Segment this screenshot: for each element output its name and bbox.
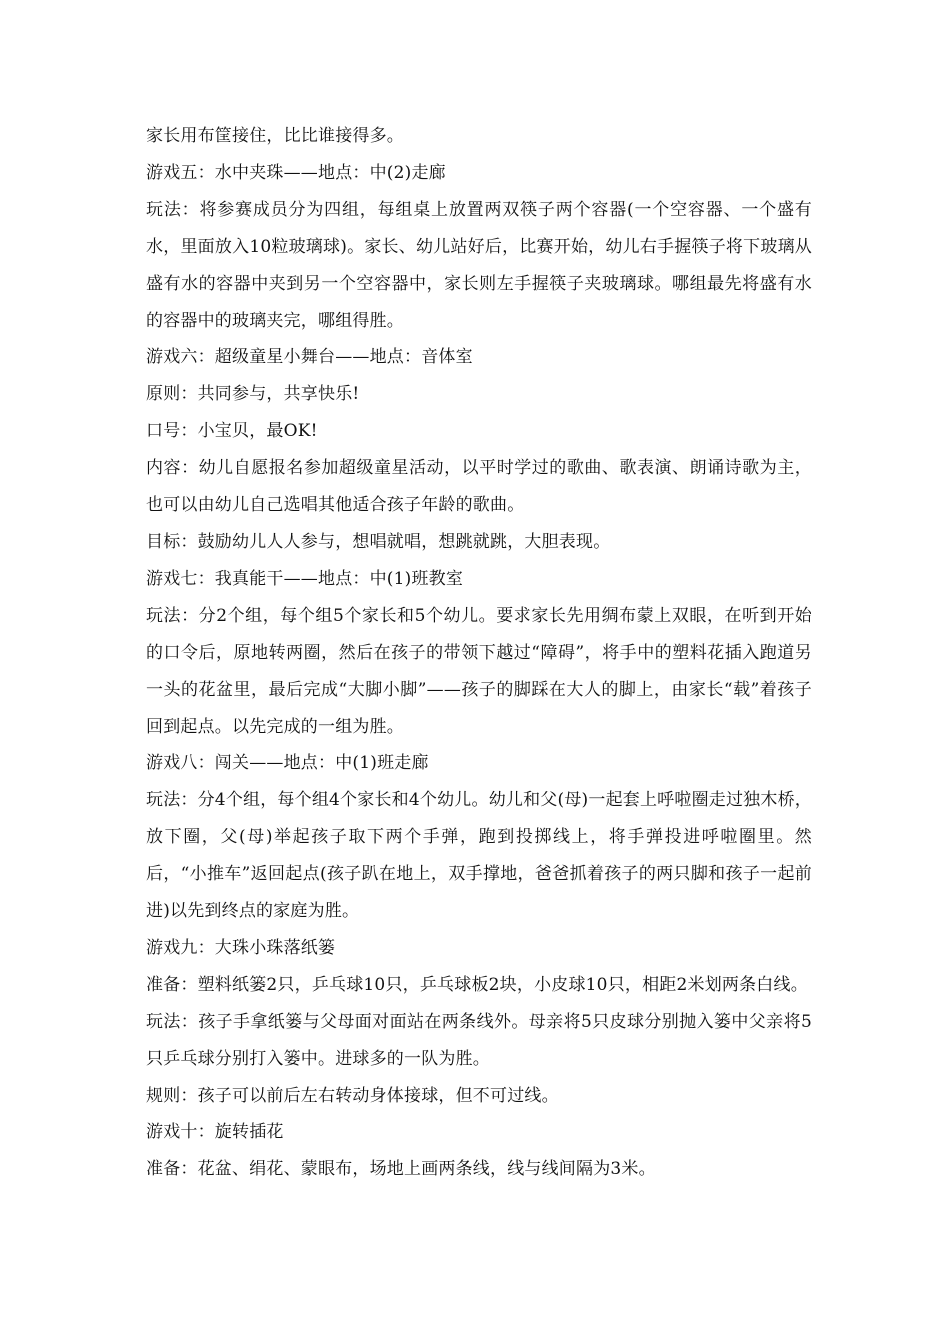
text-paragraph: 口号：小宝贝，最OK!	[146, 421, 318, 442]
game-heading: 游戏五：水中夹珠——地点：中(2)走廊	[146, 162, 446, 183]
game-heading: 游戏九：大珠小珠落纸篓	[146, 937, 336, 958]
text-paragraph: 规则：孩子可以前后左右转动身体接球，但不可过线。	[146, 1085, 559, 1106]
game-heading: 游戏六：超级童星小舞台——地点：音体室	[146, 347, 473, 368]
text-paragraph: 目标：鼓励幼儿人人参与，想唱就唱，想跳就跳，大胆表现。	[146, 531, 611, 552]
text-paragraph: 准备：塑料纸篓2只，乒乓球10只，乒乓球板2块，小皮球10只，相距2米划两条白线。	[146, 974, 808, 995]
text-paragraph: 内容：幼儿自愿报名参加超级童星活动，以平时学过的歌曲、歌表演、朗诵诗歌为主，也可以由幼儿自己选唱其他适合孩子年龄的歌曲。	[146, 458, 812, 516]
text-paragraph: 玩法：孩子手拿纸篓与父母面对面站在两条线外。母亲将5只皮球分别抛入篓中父亲将5只乒乓球分别打入篓中。进球多的一队为胜。	[146, 1011, 812, 1069]
text-paragraph: 玩法：分2个组，每个组5个家长和5个幼儿。要求家长先用绸布蒙上双眼，在听到开始的口令后，原地转两圈，然后在孩子的带领下越过“障碍”，将手中的塑料花插入跑道另一头的花盆里，最后完成“大脚小脚”——孩子的脚踩在大人的脚上，由家长“载”着孩子回到起点。以先完成的一组为胜。	[146, 605, 812, 737]
text-paragraph: 原则：共同参与，共享快乐!	[146, 384, 360, 405]
game-heading: 游戏十：旋转插花	[146, 1122, 284, 1143]
text-paragraph: 玩法：将参赛成员分为四组，每组桌上放置两双筷子两个容器(一个空容器、一个盛有水，里面放入10粒玻璃球)。家长、幼儿站好后，比赛开始，幼儿右手握筷子将下玻璃从盛有水的容器中夹到另一个空容器中，家长则左手握筷子夹玻璃球。哪组最先将盛有水的容器中的玻璃夹完，哪组得胜。	[146, 199, 812, 331]
document-body	[146, 118, 812, 1188]
game-heading: 游戏七：我真能干——地点：中(1)班教室	[146, 568, 464, 589]
text-paragraph: 准备：花盆、绢花、蒙眼布，场地上画两条线，线与线间隔为3米。	[146, 1159, 656, 1180]
text-paragraph: 家长用布筐接住，比比谁接得多。	[146, 126, 404, 146]
text-paragraph: 玩法：分4个组，每个组4个家长和4个幼儿。幼儿和父(母)一起套上呼啦圈走过独木桥，放下圈，父(母)举起孩子取下两个手弹，跑到投掷线上，将手弹投进呼啦圈里。然后，“小推车”返回起点(孩子趴在地上，双手撑地，爸爸抓着孩子的两只脚和孩子一起前进)以先到终点的家庭为胜。	[146, 790, 812, 922]
game-heading: 游戏八：闯关——地点：中(1)班走廊	[146, 753, 429, 774]
